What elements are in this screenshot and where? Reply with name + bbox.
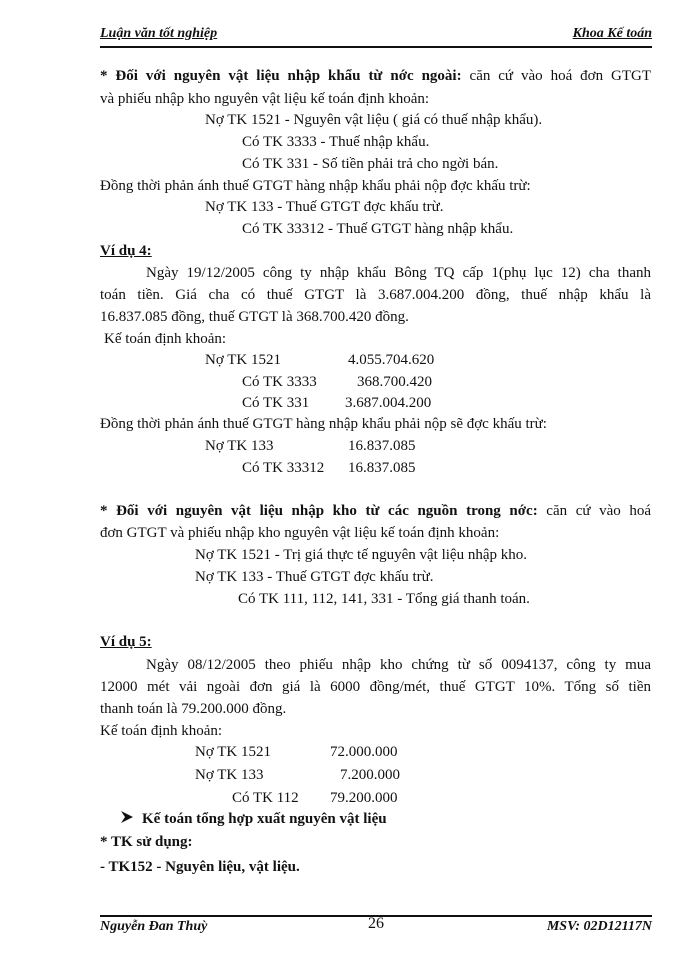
example-5-title: Ví dụ 5: bbox=[100, 634, 152, 650]
footer-student-id: MSV: 02D12117N bbox=[546, 919, 652, 934]
domestic-section-heading: * Đối với nguyên vật liệu nhập kho từ các nguồn trong nớc: bbox=[100, 503, 538, 519]
text-line: Đồng thời phản ánh thuế GTGT hàng nhập khẩu phải nộp sẽ đợc khấu trừ: bbox=[100, 416, 547, 432]
journal-amount: 79.200.000 bbox=[330, 790, 398, 806]
journal-line: Có TK 33312 - Thuế GTGT hàng nhập khẩu. bbox=[242, 221, 514, 237]
page-number: 26 bbox=[368, 915, 384, 932]
journal-amount: 3.687.004.200 bbox=[345, 395, 432, 411]
journal-account: Nợ TK 133 bbox=[205, 438, 274, 454]
header-thesis-title: Luận văn tốt nghiệp bbox=[100, 26, 218, 41]
text-line: và phiếu nhập kho nguyên vật liệu kế toán định khoản: bbox=[100, 91, 430, 107]
accounts-used-heading: * TK sử dụng: bbox=[100, 834, 193, 850]
journal-line: Có TK 111, 112, 141, 331 - Tổng giá thanh toán. bbox=[238, 591, 530, 607]
import-section-intro bbox=[100, 66, 651, 86]
journal-caption: Kế toán định khoản: bbox=[100, 723, 223, 739]
journal-account: Có TK 3333 bbox=[242, 374, 317, 390]
text-line: Đồng thời phản ánh thuế GTGT hàng nhập khẩu phải nộp đợc khấu trừ: bbox=[100, 178, 531, 194]
journal-account: Có TK 331 bbox=[242, 395, 310, 411]
domestic-section-intro bbox=[100, 501, 651, 521]
journal-line: Nợ TK 1521 - Trị giá thực tế nguyên vật liệu nhập kho. bbox=[195, 547, 527, 563]
paragraph-line: 16.837.085 đồng, thuế GTGT là 368.700.420 đồng. bbox=[100, 309, 409, 325]
paragraph-line: thanh toán là 79.200.000 đồng. bbox=[100, 701, 287, 717]
journal-account: Có TK 33312 bbox=[242, 460, 325, 476]
header-faculty: Khoa Kế toán bbox=[572, 26, 652, 41]
page-footer bbox=[100, 915, 652, 947]
paragraph-line: Ngày 08/12/2005 theo phiếu nhập kho chứng từ số 0094137, công ty mua bbox=[146, 657, 651, 673]
journal-amount: 72.000.000 bbox=[330, 744, 398, 760]
journal-account: Có TK 112 bbox=[232, 790, 299, 806]
journal-amount: 16.837.085 bbox=[348, 460, 416, 476]
example-4-title: Ví dụ 4: bbox=[100, 243, 152, 259]
journal-amount: 368.700.420 bbox=[357, 374, 432, 390]
journal-line: Có TK 331 - Số tiền phải trả cho ngời bán. bbox=[242, 156, 499, 172]
journal-line: Nợ TK 133 - Thuế GTGT đợc khấu trừ. bbox=[195, 569, 434, 585]
footer-author: Nguyễn Đan Thuỳ bbox=[100, 919, 208, 934]
domestic-section-text: căn cứ vào hoá bbox=[537, 503, 651, 519]
text-line: đơn GTGT và phiếu nhập kho nguyên vật liệu kế toán định khoản: bbox=[100, 525, 500, 541]
import-section-heading: * Đối với nguyên vật liệu nhập khẩu từ nớc ngoài: bbox=[100, 68, 462, 84]
journal-amount: 4.055.704.620 bbox=[348, 352, 435, 368]
section-heading-general-ledger: Kế toán tổng hợp xuất nguyên vật liệu bbox=[142, 811, 387, 827]
page-header bbox=[100, 24, 652, 48]
journal-line: Có TK 3333 - Thuế nhập khẩu. bbox=[242, 134, 430, 150]
journal-line: Nợ TK 1521 - Nguyên vật liệu ( giá có thuế nhập khẩu). bbox=[205, 112, 543, 128]
paragraph-line: Ngày 19/12/2005 công ty nhập khẩu Bông TQ cấp 1(phụ lục 12) cha thanh bbox=[146, 265, 651, 281]
journal-account: Nợ TK 1521 bbox=[195, 744, 271, 760]
journal-amount: 16.837.085 bbox=[348, 438, 416, 454]
import-section-text: căn cứ vào hoá đơn GTGT bbox=[461, 68, 651, 84]
journal-caption: Kế toán định khoản: bbox=[104, 331, 227, 347]
journal-line: Nợ TK 133 - Thuế GTGT đợc khấu trừ. bbox=[205, 199, 444, 215]
account-item: - TK152 - Nguyên liệu, vật liệu. bbox=[100, 859, 300, 875]
journal-account: Nợ TK 1521 bbox=[205, 352, 281, 368]
paragraph-line: 12000 mét vải ngoài đơn giá là 6000 đồng/mét, thuế GTGT 10%. Tổng số tiền bbox=[100, 679, 651, 695]
journal-account: Nợ TK 133 bbox=[195, 767, 264, 783]
journal-amount: 7.200.000 bbox=[340, 767, 400, 783]
paragraph-line: toán tiền. Giá cha có thuế GTGT là 3.687.004.200 đồng, thuế nhập khẩu là bbox=[100, 287, 651, 303]
arrow-bullet-icon bbox=[120, 810, 134, 824]
